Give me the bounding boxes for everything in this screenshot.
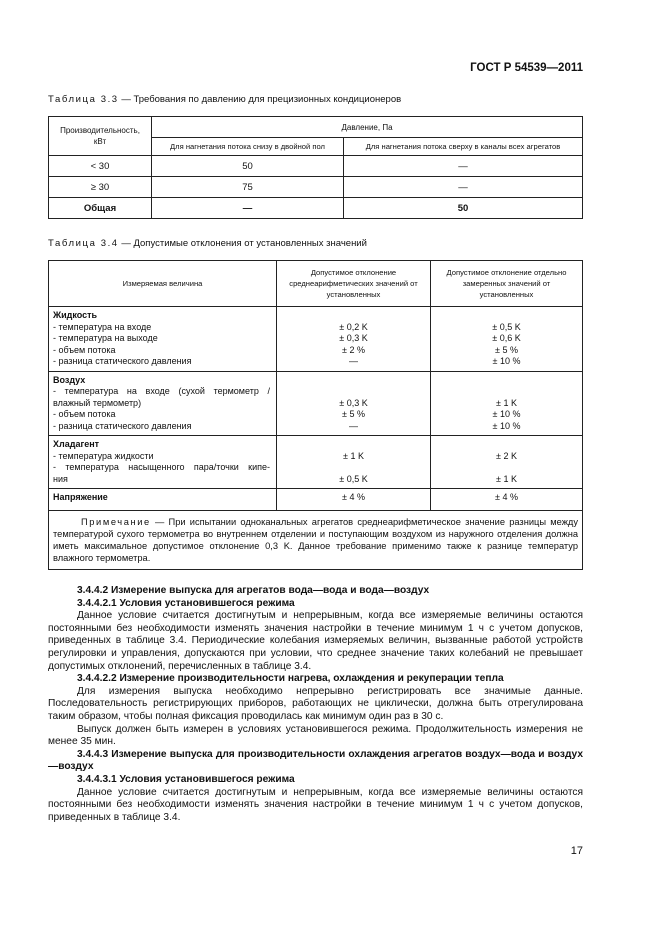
sub-header-bottom: Для нагнетания потока снизу в двойной пол (152, 138, 344, 156)
table-3-4-title: — Допустимые отклонения от установленных значений (118, 238, 367, 249)
value: ± 4 % (342, 492, 365, 502)
table-row (49, 436, 583, 489)
page-number: 17 (570, 845, 583, 857)
body-text (48, 585, 583, 824)
list-item: - температура на выходе (53, 333, 158, 343)
value: ± 5 % (495, 344, 518, 355)
table-note-row (49, 511, 583, 570)
list-item: - разница статического давления (53, 420, 192, 431)
document-id: ГОСТ Р 54539—2011 (470, 62, 583, 74)
value: ± 1 K (496, 473, 517, 484)
table-3-4 (48, 260, 583, 570)
table-3-4-caption (48, 238, 367, 249)
col-individual-header: Допустимое отклонение отдельно замеренных значений от установленных (431, 261, 583, 307)
col-capacity-header: Производительность, кВт (49, 117, 152, 156)
value: ± 5 % (342, 409, 365, 419)
cell: — (344, 156, 583, 177)
cell: 50 (344, 198, 583, 219)
section-heading: 3.4.4.2.1 Условия установившегося режима (77, 597, 295, 609)
cell: Общая (49, 198, 152, 219)
table-row (49, 307, 583, 372)
table-row (49, 371, 583, 436)
list-item: - разница статического давления (53, 356, 192, 366)
list-item: - температура насыщенного пара/точки кипе- (53, 462, 270, 472)
value: ± 0,3 K (339, 397, 368, 408)
table-3-3-caption (48, 94, 401, 105)
col-average-header: Допустимое отклонение среднеарифметических значений от установленных (277, 261, 431, 307)
value: ± 0,2 K (339, 321, 368, 332)
cell: — (152, 198, 344, 219)
table-row (49, 156, 583, 177)
col-quantity-header: Измеряемая величина (49, 261, 277, 307)
value: ± 10 % (492, 420, 521, 431)
paragraph: Выпуск должен быть измерен в условиях установившегося режима. Продолжительность измерения не менее 35 мин. (48, 723, 583, 748)
section-heading: 3.4.4.3 Измерение выпуска для производительности охлаждения агрегатов воздух—вода и воздух—воздух (48, 748, 583, 773)
cell: 75 (152, 177, 344, 198)
section-heading: 3.4.4.2 Измерение выпуска для агрегатов вода—вода и вода—воздух (77, 585, 430, 596)
paragraph: Данное условие считается достигнутым и непрерывным, когда все измеряемые величины остаются постоянными без необходимости изменять значения настройки в течение минимум 1 ч с учетом допусков, приведенных в таблице 3.4. Периодические колебания измеряемых величин, вызванные работой устройств регулировки и управления, допускаются при условии, что среднее значение таких колебаний не превышает допустимых отклонений, перечисленных в таблице 3.4. (48, 610, 583, 672)
value: ± 1 K (343, 450, 364, 461)
group-name: Воздух (53, 374, 86, 385)
value: ± 0,5 K (492, 321, 521, 332)
value: — (349, 356, 358, 366)
value: ± 0,5 K (339, 473, 368, 484)
note-label: Примечание (81, 517, 151, 527)
table-3-3-title: — Требования по давлению для прецизионных кондиционеров (118, 94, 402, 105)
paragraph: Для измерения выпуска необходимо непрерывно регистрировать все значимые данные. Последовательность регистрирующих приборов, работающих не циклически, должна быть отрегулирована таким образом, чтобы полная фиксация проводилась как минимум один раз в 30 с. (48, 685, 583, 722)
list-item: - объем потока (53, 409, 116, 419)
value: ± 2 K (496, 450, 517, 461)
value: ± 0,6 K (492, 333, 521, 343)
table-row (49, 177, 583, 198)
value: ± 4 % (495, 492, 518, 502)
cell: 50 (152, 156, 344, 177)
table-3-3-label: Таблица 3.3 (48, 94, 119, 105)
value: ± 0,3 K (339, 333, 368, 343)
list-item: ния (53, 473, 68, 484)
section-heading: 3.4.4.3.1 Условия установившегося режима (77, 773, 295, 785)
cell: < 30 (49, 156, 152, 177)
value: ± 2 % (342, 344, 365, 355)
table-3-4-label: Таблица 3.4 (48, 238, 119, 249)
list-item: - температура на входе (сухой термометр / (53, 386, 270, 396)
group-name: Хладагент (53, 439, 100, 449)
table-row (49, 198, 583, 219)
table-3-3 (48, 116, 583, 219)
section-heading: 3.4.4.2.2 Измерение производительности нагрева, охлаждения и рекуперации тепла (77, 673, 504, 685)
group-name: Напряжение (53, 492, 108, 502)
sub-header-top: Для нагнетания потока сверху в каналы всех агрегатов (344, 138, 583, 156)
value: ± 10 % (492, 356, 521, 366)
list-item: - температура на входе (53, 321, 152, 332)
value: ± 1 K (496, 397, 517, 408)
paragraph: Данное условие считается достигнутым и непрерывным, когда все измеряемые величины остаются постоянными без необходимости изменять значения настройки в течение минимум 1 ч с учетом допусков, приведенных в таблице 3.4. (48, 786, 583, 823)
group-name: Жидкость (53, 310, 98, 320)
cell: ≥ 30 (49, 177, 152, 198)
list-item: - объем потока (53, 344, 116, 355)
list-item: влажный термометр) (53, 397, 142, 408)
list-item: - температура жидкости (53, 450, 154, 461)
cell: — (344, 177, 583, 198)
value: — (349, 420, 358, 431)
table-row (49, 489, 583, 511)
value: ± 10 % (492, 409, 521, 419)
note-text: — При испытании одноканальных агрегатов среднеарифметическое значение разницы между температурой сухого термометра во внутреннем отделении и поступающим воздухом из наружного отделения должна иметь максимальное допустимое отклонение 0,3 K. Данное требование применимо также к разнице температур влажного термометра. (53, 517, 578, 563)
col-pressure-header: Давление, Па (152, 117, 583, 138)
